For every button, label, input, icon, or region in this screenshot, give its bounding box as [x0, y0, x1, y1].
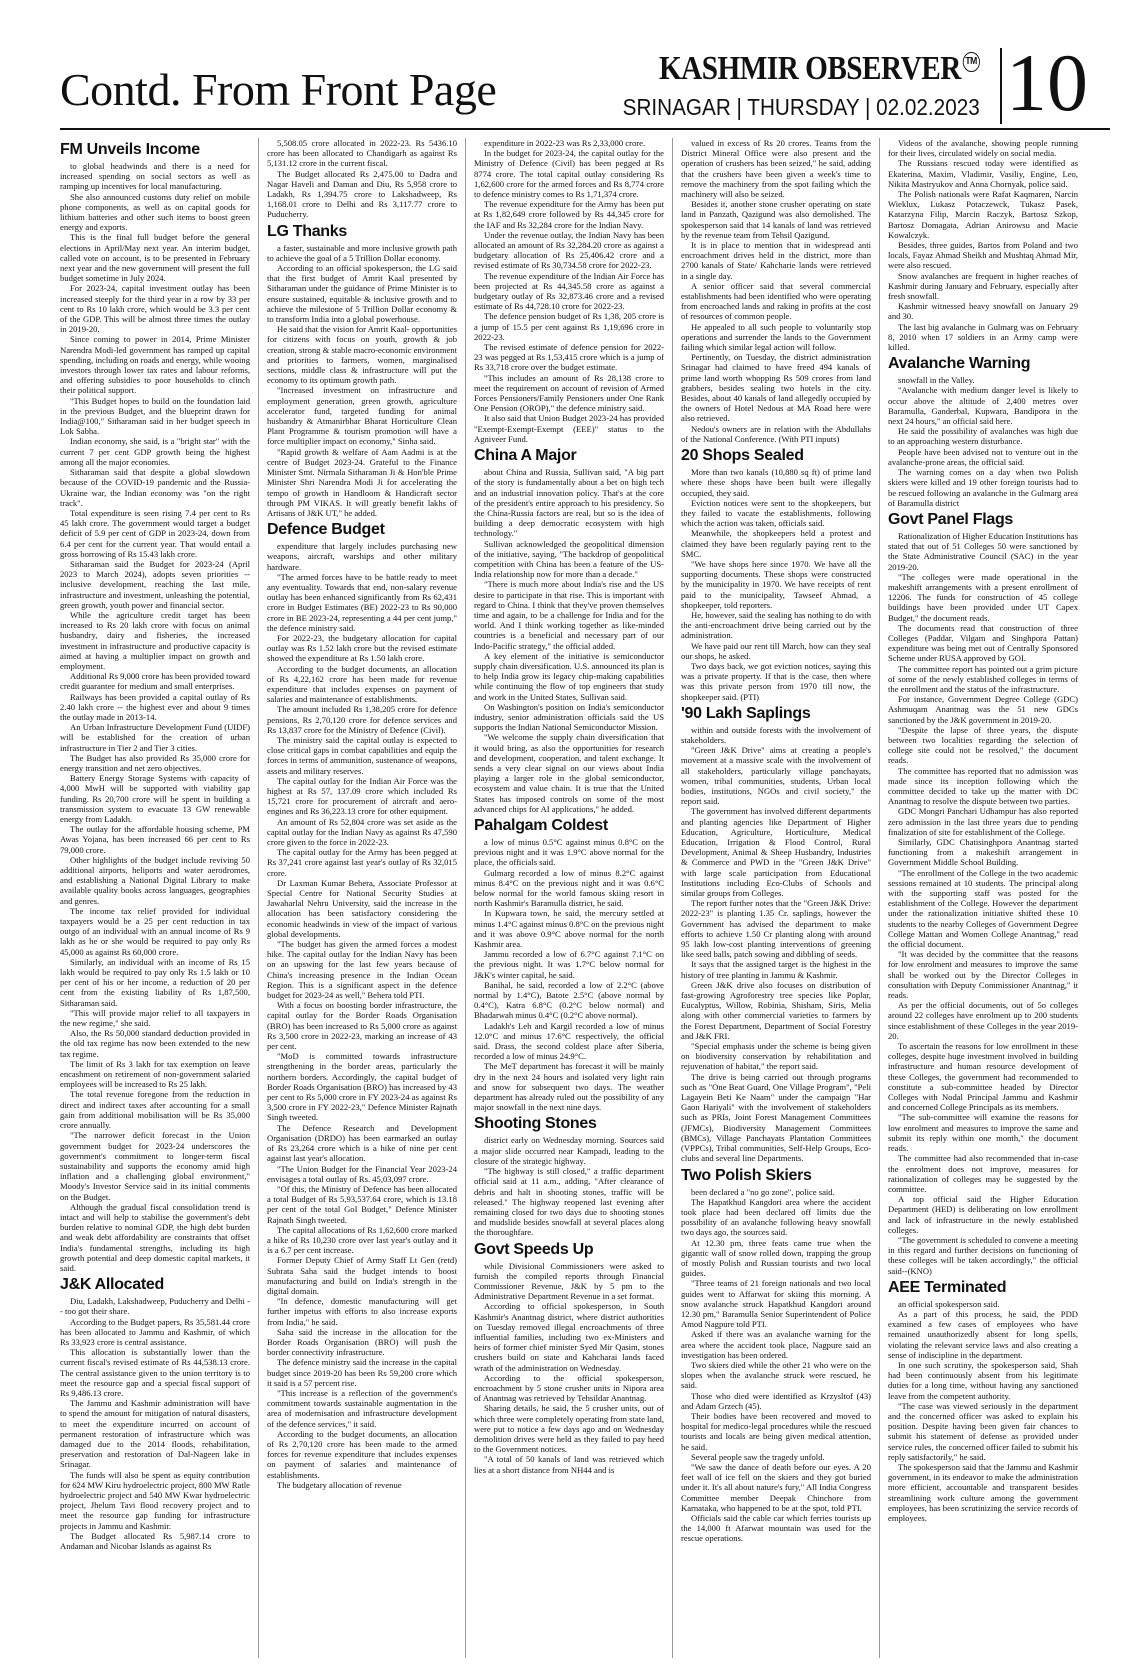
paper-name-text: KASHMIR OBSERVER	[659, 50, 962, 87]
story-paragraph: "Despite the lapse of three years, the dispute between two localities regarding the selection of college site could not be resolved," the document reads.	[888, 724, 1078, 766]
story-paragraph: The outlay for the affordable housing scheme, PM Awas Yojana, has been increased 66 per cent to Rs 79,000 crore.	[60, 824, 250, 855]
story-paragraph: A key element of the initiative is semiconductor supply chain diversification. U.S. announced its plan is to help India grow its legacy chip-making capabilities while continuing the flow of top engineers that study and work in the United States, Sullivan said.	[474, 650, 664, 702]
article-columns	[60, 138, 1110, 1658]
story-headline: FM Unveils Income	[60, 141, 200, 158]
story-paragraph: Besides, three guides, Bartos from Poland and two locals, Fayaz Ahmad Sheikh and Mushtaq Ahmad Mir, were also rescued.	[888, 240, 1078, 271]
story-paragraph: "This increase is a reflection of the government's commitment towards sustainable augmentation in the area of modernisation and infrastructure development of the defence services," it said.	[267, 1387, 457, 1429]
story-paragraph: "The enrollment of the College in the two academic sessions remained at 10 students. The principal along with the supporting staff was posted for the establishment of the College. However the department under the rationalization initiative shifted these 10 students to the nearby Colleges of Government Degree College Mattan and Women College Anantnag," read the official document.	[888, 867, 1078, 950]
paper-name	[639, 52, 980, 86]
story-paragraph: People have been advised not to venture out in the avalanche-prone areas, the official said.	[888, 446, 1078, 467]
story-paragraph: The defence ministry said the increase in the capital budget since 2019-20 has been Rs 59,200 crore which it said is a 57 percent rise.	[267, 1357, 457, 1388]
story-paragraph: She also announced customs duty relief on mobile phone components, as well as on capital goods for lithium batteries and other such items to boost green energy and exports.	[60, 191, 250, 233]
page-number: 10	[1006, 37, 1088, 128]
story-paragraph: The ministry said the capital outlay is expected to close critical gaps in combat capabilities and equip the forces in terms of ammunition, sustenance of weapons, assets and military reserves.	[267, 734, 457, 776]
story-paragraph: "We have shops here since 1970. We have all the supporting documents. These shops were constructed by the municipality in 1970. We have receipts of rent paid to the municipality, Tawseef Ahmad, a shopkeeper, told reporters.	[681, 558, 871, 610]
story-paragraph: According to the official spokesperson, encroachment by 5 stone crusher units in Nipora area of Anantnag was retrieved by Tehsildar Anantnag.	[474, 1372, 664, 1404]
story-paragraph: "This Budget hopes to build on the foundation laid in the previous Budget, and the blueprint drawn for India@100," Sitharaman said in her budget speech in Lok Sabha.	[60, 395, 250, 437]
story-paragraph: The documents read that construction of three Colleges (Paddar, Vilgam and Singhpora Pattan) expenditure was being met out of Centrally Sponsored Scheme under RUSA approved by GOI.	[888, 622, 1078, 664]
story-paragraph: "The colleges were made operational in the makeshift arrangements with a present enrollment of 12206. The funds for construction of 45 college buildings have been provided under UT Capex Budget," the document reads.	[888, 571, 1078, 623]
story-paragraph: The Defence Research and Development Organisation (DRDO) has been earmarked an outlay of Rs 23,264 crore which is a hike of nine per cent against last year's allocation.	[267, 1122, 457, 1164]
story-paragraph: Battery Energy Storage Systems with capacity of 4,000 MwH will be supported with viability gap funding. Rs 20,700 crore will be spent in building a transmission system to evacuate 13 GW renewable energy from Ladakh.	[60, 773, 250, 824]
story-paragraph: Their bodies have been recovered and moved to hospital for medico-legal procedures while the rescued tourists and locals are being given medical attention, he said.	[681, 1410, 871, 1452]
story-paragraph: The income tax relief provided for individual taxpayers would be a 25 per cent reduction in tax outgo of an individual with an annual income of Rs 9 lakh as he or she would be required to pay only Rs 45,000 as against Rs 60,000 crore.	[60, 905, 250, 957]
column-1	[60, 138, 250, 1658]
page-header	[60, 37, 1110, 130]
story-paragraph: He said the possibility of avalanches was high due to an approaching western disturbance.	[888, 426, 1078, 447]
story-paragraph: The Jammu and Kashmir administration will have to spend the amount for mitigation of natural disasters, to meet the expenditure incurred on account of permanent restoration of infrastructure which was damaged due to the 2014 floods, rehabilitation, preservation and restoration of Dal-Nageen lake in Srinagar.	[60, 1398, 250, 1470]
story-paragraph: "Avalanche with medium danger level is likely to occur above the altitude of 2,400 metres over Baramulla, Ganderbal, Kupwara, Bandipora in the next 24 hours," an official said here.	[888, 385, 1078, 427]
story-paragraph: He, however, said the sealing has nothing to do with the anti-encroachment drive being carried out by the administration.	[681, 609, 871, 641]
story-headline: Govt Speeds Up	[474, 1240, 594, 1258]
story-paragraph: Sharing details, he said, the 5 crusher units, out of which three were completely operating from state land, were put to notice a few days ago and on Wednesday demolition drives were held as they failed to pay heed to the Government notices.	[474, 1403, 664, 1455]
column-divider	[879, 138, 880, 1658]
story-paragraph: Sullivan acknowledged the geopolitical dimension of the initiative, saying, "The backdrop of geopolitical competition with China has been a feature of the US-India relationship now for more than a decade."	[474, 538, 664, 580]
column-divider	[672, 138, 673, 1658]
story-paragraph: "Rapid growth & welfare of Aam Aadmi is at the centre of Budget 2023-24. Grateful to the Finance Minister Smt. Nirmala Sitharaman Ji & Hon'ble Prime Minister Shri Narendra Modi Ji for accelerating the tempo of growth in Handloom & Handicraft sector through PM VIKAS. It will greatly benefit lakhs of Artisans of J&K UT," he added.	[267, 446, 457, 518]
story-paragraph: He appealed to all such people to voluntarily stop operations and surrender the lands to the Government failing which similar legal action will follow.	[681, 321, 871, 353]
story-paragraph: Kashmir witnessed heavy snowfall on January 29 and 30.	[888, 301, 1078, 322]
story-paragraph: The committee had also recommended that in-case the enrolment does not improve, measures for rationalization of colleges may be suggested by the committee.	[888, 1153, 1078, 1194]
story-paragraph: "MoD is committed towards infrastructure strengthening in the border areas, particularly the northern borders. Accordingly, the capital budget of Border Roads Organisation (BRO) has increased by 43 per cent to Rs 5,000 crore in FY 2023-24 as against Rs 3,500 crore in FY 2022-23," Defence Minister Rajnath Singh tweeted.	[267, 1051, 457, 1123]
story-paragraph: an official spokesperson said.	[898, 1298, 1000, 1309]
story-paragraph: For 2023-24, capital investment outlay has been increased steeply for the third year in a row by 33 per cent to Rs 10 lakh crore, which would be 3.3 per cent of the GDP. This will be almost three times the outlay in 2019-20.	[60, 283, 250, 335]
story-paragraph: A top official said the Higher Education Department (HED) is deliberating on low enrollment and lack of infrastructure in the newly established colleges.	[888, 1194, 1078, 1235]
story-paragraph: Also, the Rs 50,000 standard deduction provided in the old tax regime has now been extended to the new tax regime.	[60, 1028, 250, 1059]
story-paragraph: The total revenue foregone from the reduction in direct and indirect taxes after accounting for a small gain from additional mobilisation will be Rs 35,000 crore annually.	[60, 1089, 250, 1131]
story-paragraph: Besides it, another stone crusher operating on state land in Panzath, Qazigund was also demolished. The spokesperson said that 14 kanals of land was retrieved by the revenue team from Tehsil Qazigund.	[681, 199, 871, 240]
story-paragraph: Two skiers died while the other 21 who were on the slopes when the avalanche struck were rescued, he said.	[681, 1359, 871, 1391]
story-paragraph: Jammu recorded a low of 6.7°C against 7.1°C on the previous night. It was 1.7°C below normal for J&K's winter capital, he said.	[474, 949, 664, 980]
story-paragraph: "Special emphasis under the scheme is being given on biodiversity conservation by rehabilitation and rejuvenation of habitat," the report said.	[681, 1041, 871, 1072]
story-paragraph: Snow avalanches are frequent in higher reaches of Kashmir during January and February, especially after fresh snowfall.	[888, 270, 1078, 302]
story-paragraph: This allocation is substantially lower than the current fiscal's revised estimate of Rs 44,538.13 crore. The central assistance given to the union territory is to meet the resource gap and a special fiscal support of Rs 9,486.13 crore.	[60, 1347, 250, 1398]
story-paragraph: "Of this, the Ministry of Defence has been allocated a total Budget of Rs 5,93,537.64 crore, which is 13.18 per cent of the total GoI Budget," Defence Minister Rajnath Singh tweeted.	[267, 1183, 457, 1225]
story-paragraph: Ladakh's Leh and Kargil recorded a low of minus 12.0°C and minus 17.6°C respectively, the official said. Drass, the second coldest place after Siberia, recorded a low of minus 24.9°C.	[474, 1020, 664, 1062]
story-paragraph: Sitharaman said the Budget for 2023-24 (April 2023 to March 2024), adopts seven priorities -- inclusive development, reaching the last mile, infrastructure and investment, unleashing the potential, green growth, youth power and financial sector.	[60, 558, 250, 610]
story-paragraph: "It was decided by the committee that the reasons for low enrolment and measures to improve the same shall be worked out by the Director Colleges in consultation with Deputy Commissioner Anantnag," it reads.	[888, 949, 1078, 1001]
story-paragraph: "We welcome the supply chain diversification that it would bring, as also the opportunities for research and development, cooperation, and talent exchange. It sends a very clear signal on our views about India playing a larger role in the global semiconductor, ecosystem and value chain. It is true that the United States has imposed controls on some of the most advanced chips for AI applications," he added.	[474, 732, 664, 814]
story-paragraph: Additional Rs 9,000 crore has been provided toward credit guarantee for medium and small enterprises.	[60, 671, 250, 692]
story-paragraph: "A total of 50 kanals of land was retrieved which lies at a short distance from NH44 and is	[474, 1454, 664, 1475]
story-paragraph: "This includes an amount of Rs 28,138 crore to meet the requirement on account of revision of Armed Forces Pensioners/Family Pensioners under One Rank One Pension (OROP)," the defence ministry said.	[474, 372, 664, 414]
story-paragraph: "The armed forces have to be battle ready to meet any eventuality. Towards that end, non-salary revenue outlay has been enhanced significantly from Rs 62,431 crore in Budget Estimates (BE) 2022-23 to Rs 90,000 crore in BE 2023-24, representing a 44 per cent jump," the defence ministry said.	[267, 571, 457, 633]
story-paragraph: According to the budget documents, an allocation of Rs 4,22,162 crore has been made for revenue expenditure that includes expenses on payment of salaries and maintenance of establishments.	[267, 663, 457, 705]
story-paragraph: Pertinently, on Tuesday, the district administration Srinagar had claimed to have freed 494 kanals of prime land worth whopping Rs 509 crores from land grabbers, besides sealing two hotels in the city. Besides, about 40 kanals of land allegedly occupied by the owners of Hotel Nedous at MA Road here were also retrieved.	[681, 352, 871, 424]
story-paragraph: Saha said the increase in the allocation for the Border Roads Organisation (BRO) will push the border connectivity infrastructure.	[267, 1326, 457, 1358]
story-paragraph: The Russians rescued today were identified as Ekaterina, Maxim, Vladimir, Vasiliy, Engine, Leo, Nikita Mastryukov and Anna Chornyak, police said.	[888, 158, 1078, 189]
story-paragraph: The revised estimate of defence pension for 2022-23 was pegged at Rs 1,53,415 crore which is a jump of Rs 33,718 crore over the budget estimate.	[474, 342, 664, 373]
story-paragraph: An Urban Infrastructure Development Fund (UIDF) will be established for the creation of urban infrastructure in Tier 2 and Tier 3 cities.	[60, 722, 250, 753]
story-paragraph: "In defence, domestic manufacturing will get further impetus with efforts to also increase exports from India," he said.	[267, 1296, 457, 1327]
story-headline: China A Major	[474, 447, 577, 465]
story-paragraph: "The highway is still closed," a traffic department official said at 11 a.m., adding, "After clearance of debris and halt in shooting stones, traffic will be released." The highway reopened last evening after remaining closed for two days due to shooting stones and mudslide besides snowfall at several places along the thoroughfare.	[474, 1166, 664, 1238]
story-paragraph: about China and Russia, Sullivan said, "A big part of the story is fundamentally about a bet on high tech and an industrial innovation policy. That's at the core of the president's entire approach to his presidency. So the China-Russia factors are real, but so is the idea of building a deep democratic ecosystem with high technology."	[474, 467, 664, 539]
story-paragraph: The report further notes that the "Green J&K Drive: 2022-23" is planting 1.35 Cr. saplings, however the Government has advised the department to make efforts to achieve 1.50 Cr planting along with around 95 lakh low-cost planting interventions of greening like seed balls, patch sowing and dibbling of seeds.	[681, 898, 871, 960]
story-paragraph: Diu, Ladakh, Lakshadweep, Puducherry and Delhi -- too got their share.	[60, 1296, 250, 1317]
story-paragraph: More than two kanals (10,880 sq ft) of prime land where these shops have been built were illegally occupied, they said.	[681, 467, 871, 498]
story-paragraph: The Budget has also provided Rs 35,000 crore for energy transition and net zero objectives.	[60, 752, 250, 773]
story-paragraph: "The case was viewed seriously in the department and the concerned officer was asked to explain his position. Despite having been given fair chances to submit his statement of defense as provided under service rules, the concerned officer failed to submit his reply satisfactorily," he said.	[888, 1400, 1078, 1462]
story-paragraph: The amount included Rs 1,38,205 crore for defence pensions, Rs 2,70,120 crore for defence services and Rs 13,837 crore for the Ministry of Defence (Civil).	[267, 704, 457, 735]
story-paragraph: The warning comes on a day when two Polish skiers were killed and 19 other foreign tourists had to be rescued following an avalanche in the Gulmarg area of Baramulla district	[888, 467, 1078, 508]
story-paragraph: "The budget has given the armed forces a modest hike. The capital outlay for the Indian Navy has been on an upswing for the last few years because of China's increasing presence in the Indian Ocean Region. This is a significant aspect in the defence budget for 2023-24 as well," Behera told PTI.	[267, 939, 457, 1001]
story-paragraph: For 2022-23, the budgetary allocation for capital outlay was Rs 1.52 lakh crore but the revised estimate showed the expenditure at Rs 1.50 lakh crore.	[267, 632, 457, 664]
story-paragraph: been declared a "no go zone", police said.	[691, 1186, 835, 1197]
story-paragraph: Asked if there was an avalanche warning for the area where the accident took place, Nagpure said an investigation has been ordered.	[681, 1329, 871, 1360]
story-paragraph: According to official spokesperson, in South Kashmir's Anantnag district, where district authorities on Tuesday removed illegal encroachments of three influential families, including two ex-Ministers and heirs of former chief minister Syed Mir Qasim, stones crushers build on state and Kahcharai lands faced wrath of the administration on Wednesday.	[474, 1301, 664, 1373]
story-paragraph: expenditure in 2022-23 was Rs 2,33,000 crore.	[484, 138, 646, 148]
story-headline: Shooting Stones	[474, 1115, 597, 1133]
story-paragraph: "Green J&K Drive" aims at creating a people's movement at a massive scale with the involvement of all stakeholders, particularly village panchayats, women, tribal communities, students, Urban local bodies, institutions, NGOs and civil society," the report said.	[681, 745, 871, 807]
story-paragraph: With a focus on boosting border infrastructure, the capital outlay for the Border Roads Organisation (BRO) has been increased to Rs 5,000 crore as against Rs 3,500 crore in 2022-23, marking an increase of 43 per cent.	[267, 1000, 457, 1052]
story-paragraph: Those who died were identified as Krzysltof (43) and Adam Grzech (45).	[681, 1390, 871, 1411]
story-paragraph: The last big avalanche in Gulmarg was on February 8, 2010 when 17 soldiers in an Army camp were killed.	[888, 321, 1078, 353]
story-paragraph: Other highlights of the budget include reviving 50 additional airports, heliports and water aerodromes, and establishing a National Digital Library to make available quality books across languages, geographies and genres.	[60, 854, 250, 906]
story-paragraph: Banihal, he said, recorded a low of 2.2°C (above normal by 1.4°C), Batote 2.5°C (above normal by 0.4°C), Katra 6.8°C (0.2°C below normal) and Bhadarwah minus 0.4°C (0.2°C above normal).	[474, 979, 664, 1021]
story-paragraph: In one such scrutiny, the spokesperson said, Shah had been continuously absent from his legitimate duties for a long time, without having any sanctioned leave from the competent authority.	[888, 1359, 1078, 1401]
column-2	[267, 138, 457, 1658]
story-paragraph: valued in excess of Rs 20 crores. Teams from the District Mineral Office were also present and the operation of crushers has been seized," he said, adding that the crushers have been given a week's time to remove the machinery from the spot failing which the machinery will also be seized.	[681, 138, 871, 200]
story-paragraph: within and outside forests with the involvement of stakeholders.	[681, 724, 871, 745]
story-paragraph: "Increased investment on infrastructure and employment generation, green growth, agriculture accelerator fund, targeted funding for animal husbandry & Atmanirbhar Bharat Horticulture Clean Plant Programme & tourism promotion will have a force multiplier impact on economy," Sinha said.	[267, 385, 457, 447]
story-paragraph: Total expenditure is seen rising 7.4 per cent to Rs 45 lakh crore. The government would target a budget deficit of 5.9 per cent of GDP in 2023-24, down from 6.4 per cent for the current year. That would entail a gross borrowing of Rs 15.43 lakh crore.	[60, 507, 250, 559]
story-paragraph: "The Union Budget for the Financial Year 2023-24 envisages a total outlay of Rs. 45,03,097 crore.	[267, 1163, 457, 1184]
story-paragraph: Videos of the avalanche, showing people running for their lives, circulated widely on social media.	[888, 138, 1078, 159]
story-paragraph: expenditure that largely includes purchasing new weapons, aircraft, warships and other military hardware.	[267, 541, 457, 572]
story-paragraph: It is in place to mention that in widespread anti encroachment drives held in the district, more than 2700 kanals of State/ Kahcharie lands were retrieved in a single day.	[681, 240, 871, 281]
story-paragraph: Although the gradual fiscal consolidation trend is intact and will help to stabilise the government's debt burden relative to nominal GDP, the high debt burden and weak debt affordability are constraints that offset India's fundamental strengths, including its high growth potential and deep domestic capital markets, it said.	[60, 1201, 250, 1273]
story-paragraph: It also said that Union Budget 2023-24 has provided "Exempt-Exempt-Exempt (EEE)" status to the Agniveer Fund.	[474, 413, 664, 444]
story-paragraph: to global headwinds and there is a need for increased spending on social sectors as well as ramping up incentives for local manufacturing.	[60, 161, 250, 192]
story-paragraph: Nedou's owners are in relation with the Abdullahs of the National Conference. (With PTI inputs)	[681, 423, 871, 444]
story-paragraph: In Kupwara town, he said, the mercury settled at minus 1.4°C against minus 0.8°C on the previous night and it was above 0.9°C above normal for the north Kashmir area.	[474, 908, 664, 950]
story-paragraph: Railways has been provided a capital outlay of Rs 2.40 lakh crore -- the highest ever and about 9 times the outlay made in 2013-14.	[60, 691, 250, 722]
story-paragraph: Several people saw the tragedy unfold.	[691, 1451, 825, 1462]
section-title: Contd. From Front Page	[60, 64, 497, 115]
story-paragraph: The government has involved different departments and planting agencies like Department of Higher Education, Agriculture, Horticulture, Medical Education, Irrigation & Flood Control, Rural Development, Animal & Sheep Husbandry, Industries & Commerce and PWD in the "Green J&K Drive" with large scale participation from Educational Institutions including Eco-Clubs of Schools and similar groups from Colleges.	[681, 806, 871, 899]
story-paragraph: The defence pension budget of Rs 1,38, 205 crore is a jump of 15.5 per cent against Rs 1,19,696 crore in 2022-23.	[474, 311, 664, 342]
story-paragraph: The revenue expenditure of the Indian Air Force has been projected at Rs 44,345.58 crore as against a budgetary outlay of Rs 32,873.46 crore and a revised estimate of Rs 44,728.10 crore for 2022-23.	[474, 270, 664, 312]
header-divider	[1000, 48, 1002, 124]
story-paragraph: "Three teams of 21 foreign nationals and two local guides went to Affarwat for skiing this morning. A snow avalanche struck Hapatkhud Kangdori around 12.30 pm," Baramulla Senior Superintendent of Police Amod Nagpure told PTI.	[681, 1278, 871, 1330]
story-paragraph: Former Deputy Chief of Army Staff Lt Gen (retd) Subrata Saha said the budget intends to boost manufacturing and build on India's strength in the digital domain.	[267, 1255, 457, 1296]
story-headline: AEE Terminated	[888, 1278, 1007, 1296]
story-paragraph: The committee report has pointed out a grim picture of some of the newly established colleges in terms of the enrollment and the status of the infrastructure.	[888, 663, 1078, 694]
story-paragraph: An amount of Rs 52,804 crore was set aside as the capital outlay for the Indian Navy as against Rs 47,590 crore given to the force in 2022-23.	[267, 816, 457, 847]
story-paragraph: The capital allocations of Rs 1,62,600 crore marked a hike of Rs 10,230 crore over last year's outlay and it is a 6.7 per cent increase.	[267, 1224, 457, 1256]
story-paragraph: A senior officer said that several commercial establishments had been identified who were operating from encroached lands and raking in profits at the cost of resources of common people.	[681, 280, 871, 322]
story-paragraph: To ascertain the reasons for low enrollment in these colleges, despite huge investment involved in building infrastructure and human resource development of these Colleges, the government had recommended to constitute a sub-committee headed by Director Colleges with Nodal Principal Jammu and Kashmir and concerned College Principals as its members.	[888, 1041, 1078, 1113]
story-paragraph: As per the official documents, out of 5o colleges around 22 colleges have enrolment up to 200 students since establishment of these Colleges in the year 2019-20.	[888, 1000, 1078, 1041]
story-paragraph: The revenue expenditure for the Army has been put at Rs 1,82,649 crore followed by Rs 44,345 crore for the IAF and Rs 32,284 crore for the Indian Navy.	[474, 199, 664, 230]
story-paragraph: Similarly, an individual with an income of Rs 15 lakh would be required to pay only Rs 1.5 lakh or 10 per cent of his or her income, a reduction of 20 per cent from the existing liability of Rs 1,87,500, Sitharaman said.	[60, 956, 250, 1008]
story-paragraph: Dr Laxman Kumar Behera, Associate Professor at Special Centre for National Security Studies at Jawaharlal Nehru University, said the increase in the allocation has been satisfactory considering the economic headwinds in view of the impact of various global developments.	[267, 877, 457, 939]
story-paragraph: a low of minus 0.5°C against minus 0.8°C on the previous night and it was 1.9°C above normal for the place, the officials said.	[474, 837, 664, 868]
story-headline: J&K Allocated	[60, 1276, 164, 1294]
story-headline: Defence Budget	[267, 521, 385, 539]
story-paragraph: According to the Budget papers, Rs 35,581.44 crore has been allocated to Jammu and Kashmir, of which Rs 33,923 crore is central assistance.	[60, 1316, 250, 1347]
story-paragraph: The MeT department has forecast it will be mainly dry in the next 24 hours and isolated very light rain and snow for subsequent two days. The weather department has already ruled out the possibility of any major snowfall in the next nine days.	[474, 1061, 664, 1113]
story-paragraph: Officials said the cable car which ferries tourists up the 14,000 ft Afarwat mountain was used for the rescue operations.	[681, 1513, 871, 1544]
column-3	[474, 138, 664, 1658]
story-paragraph: Gulmarg recorded a low of minus 8.2°C against minus 8.4°C on the previous night and it was 0.6°C below normal for the world famous skiing resort in north Kashmir's Baramulla district, he said.	[474, 867, 664, 909]
story-headline: Two Polish Skiers	[681, 1166, 812, 1184]
story-paragraph: The limit of Rs 3 lakh for tax exemption on leave encashment on retirement of non-government salaried employees will be increased to Rs 25 lakh.	[60, 1058, 250, 1090]
story-headline: LG Thanks	[267, 222, 347, 240]
story-paragraph: Sitharaman said that despite a global slowdown because of the COVID-19 pandemic and the Russia-Ukraine war, the Indian economy was "on the right track".	[60, 467, 250, 508]
story-headline: 20 Shops Sealed	[681, 447, 804, 465]
story-headline: Avalanche Warning	[888, 355, 1031, 373]
story-paragraph: It says that the assigned target is the highest in the history of tree planting in Jammu & Kashmir.	[681, 959, 871, 980]
story-paragraph: snowfall in the Valley.	[898, 375, 975, 386]
story-paragraph: Two days back, we got eviction notices, saying this was a private property. If that is the case, then where was this private person from 1970 till now, the shopkeeper said. (PTI)	[681, 660, 871, 702]
story-paragraph: Green J&K drive also focuses on distribution of fast-growing Agroforestry tree species like Poplar, Eucalyptus, Willow, Robinia, Shisham, Siris, Melia along with other commercial varieties to farmers by the Forest Department, Department of Social Forestry and J&K FRI.	[681, 979, 871, 1041]
column-4	[681, 138, 871, 1658]
story-paragraph: The Hapatkhud Kangdori area where the accident took place had been declared off limits due the possibility of an avalanche following heavy snowfall two days ago, the sources said.	[681, 1196, 871, 1238]
story-paragraph: "The sub-committee will examine the reasons for low enrolment and measures to improve the same and submit its reply within one month," the document reads.	[888, 1112, 1078, 1154]
story-paragraph: The Budget allocated Rs 5,987.14 crore to Andaman and Nicobar Islands as against Rs	[60, 1530, 250, 1552]
story-paragraph: Under the revenue outlay, the Indian Navy has been allocated an amount of Rs 32,284.20 crore as against a budgetary allocation of Rs 25,406.42 crore and a revised estimate of Rs 30,734.58 crore for 2022-23.	[474, 229, 664, 271]
story-paragraph: The Budget allocated Rs 2,475.00 to Dadra and Nagar Haveli and Daman and Diu, Rs 5,958 crore to Ladakh, Rs 1,394.75 crore to Lakshadweep, Rs 1,168.01 crore to Delhi and Rs 3,117.77 crore to Puducherry.	[267, 168, 457, 220]
column-divider	[258, 138, 259, 1658]
story-paragraph: For instance, Government Degree College (GDC) Ashmuqam Anantnag was the 51 new GDCs sanctioned by the J&K government in 2019-20.	[888, 694, 1078, 725]
story-headline: '90 Lakh Saplings	[681, 704, 811, 722]
story-paragraph: In the budget for 2023-24, the capital outlay for the Ministry of Defence (Civil) has been pegged at Rs 8774 crore. The total capital outlay considering Rs 1,62,600 crore for the armed forces and Rs 8,774 crore to defence ministry comes to Rs 1,71,374 crore.	[474, 148, 664, 200]
story-paragraph: He said that the vision for Amrit Kaal- opportunities for citizens with focus on youth, growth & job creation, strong & stable macro-economic environment and priorities to farmers, women, marginalised sections, middle class & infrastructure will put the economy to its optimum growth path.	[267, 324, 457, 386]
story-paragraph: Indian economy, she said, is a "bright star" with the current 7 per cent GDP growth being the highest among all the major economies.	[60, 436, 250, 467]
story-paragraph: "The narrower deficit forecast in the Union government budget for 2023-24 underscores the government's commitment to longer-term fiscal sustainability and supports the economy amid high inflation and a challenging global environment," Moody's Investor Service said in its initial comments on the Budget.	[60, 1130, 250, 1202]
story-paragraph: Meanwhile, the shopkeepers held a protest and claimed they have been regularly paying rent to the SMC.	[681, 528, 871, 559]
story-paragraph: a faster, sustainable and more inclusive growth path to achieve the goal of a 5 Trillion Dollar economy.	[267, 242, 457, 263]
story-paragraph: while Divisional Commissioners were asked to furnish the compiled reports through Financial Commissioner Revenue, J&K by 5 pm to the Administrative Department Revenue in a set format.	[474, 1260, 664, 1302]
dateline: SRINAGAR | THURSDAY | 02.02.2023	[622, 94, 980, 120]
story-paragraph: district early on Wednesday morning. Sources said a major slide occurred near Kampadi, leading to the closure of the strategic highway.	[474, 1135, 664, 1166]
story-paragraph: GDC Mongri Panchari Udhampur has also reported zero admission in the last three years due to pending finalization of site for establishment of the College.	[888, 806, 1078, 837]
story-paragraph: Similarly, GDC Chatisinghpora Anantnag started functioning from a makeshift arrangement in Government Middle School Building.	[888, 837, 1078, 868]
story-paragraph: Since coming to power in 2014, Prime Minister Narendra Modi-led government has ramped up capital spending, including on roads and energy, while wooing investors through lower tax rates and labour reforms, and offering subsidies to poor households to clinch their political support.	[60, 334, 250, 396]
trademark-icon: TM	[963, 52, 980, 72]
story-headline: Pahalgam Coldest	[474, 817, 608, 834]
story-paragraph: The Polish nationals were Rafat Kaqmaren, Narcin Wieklux, Lukasz Potaczewck, Tukasz Pasek, Katarzyna Filip, Marcin Raczyk, Bartosz Szkop, Bartosz Domagata, Adrian Anirowsu and Macie Kowalczyk.	[888, 189, 1078, 240]
column-5	[888, 138, 1078, 1658]
story-paragraph: The committee has reported that no admission was made since its inception following which the committee decided to take up the matter with DC Anantnag to resolve the dispute between two parties.	[888, 765, 1078, 807]
story-paragraph: At 12.30 pm, three feats came true when the gigantic wall of snow rolled down, trapping the group of mostly Polish and Russian tourists and two local guides.	[681, 1237, 871, 1279]
story-paragraph: This is the final full budget before the general elections in April/May next year. An interim budget, called vote on account, is to be presented in February next year and the new government will present the full budget sometime in July 2024.	[60, 232, 250, 284]
story-paragraph: According to an official spokesperson, the LG said that the first budget of Amrit Kaal presented by Sitharaman under the guidance of Prime Minister is to ensure sustained, equitable & inclusive growth and to achieve the milestone of 5 Trillion Dollar economy & to transform India into a global powerhouse.	[267, 263, 457, 325]
story-paragraph: "This will provide major relief to all taxpayers in the new regime," she said.	[60, 1007, 250, 1029]
story-paragraph: On Washington's position on India's semiconductor industry, senior administration officials said the US supports the Indian National Semiconductor Mission.	[474, 701, 664, 733]
story-paragraph: The budgetary allocation of revenue	[277, 1479, 402, 1490]
story-paragraph: Eviction notices were sent to the shopkeepers, but they failed to vacate the establishments, following which the action was taken, officials said.	[681, 497, 871, 529]
story-headline: Govt Panel Flags	[888, 510, 1014, 528]
story-paragraph: The spokesperson said that the Jammu and Kashmir government, in its endeavor to make the administration more efficient, accountable and transparent besides streamlining work culture among the government employees, has been scrutinizing the service records of employees.	[888, 1461, 1078, 1523]
story-paragraph: "The government is scheduled to convene a meeting in this regard and further decisions on functioning of these colleges will be taken accordingly," the official said--(KNO)	[888, 1234, 1078, 1276]
story-paragraph: The funds will also be spent as equity contribution for 624 MW Kiru hydroelectric project, 800 MW Ratle hydroelectric project and 540 MW Kwar hydroelectric project, Jhelum Tavi flood recovery project and to meet the resource gap funding for infrastructure projects in Jammu and Kashmir.	[60, 1469, 250, 1531]
story-paragraph: We have paid our rent till March, how can they seal our shops, he asked.	[681, 640, 871, 661]
masthead	[583, 52, 980, 122]
story-paragraph: "There is much more about India's rise and the US desire to participate in that rise. This is important with regard to China. I think that they've proven themselves time and again, to be a challenge for India and for the world. And I think working together as like-minded countries is a beneficial and necessary part of our Indo-Pacific strategy," the official added.	[474, 579, 664, 651]
story-paragraph: 5,508.05 crore allocated in 2022-23. Rs 5436.10 crore has been allocated to Chandigarh as against Rs 5,131.12 crore in the current fiscal.	[267, 138, 457, 169]
story-paragraph: The capital outlay for the Indian Air Force was the highest at Rs 57, 137.09 crore which included Rs 15,721 crore for procurement of aircraft and aero-engines and Rs 36,223.13 crore for other equipment.	[267, 775, 457, 817]
story-paragraph: While the agriculture credit target has been increased to Rs 20 lakh crore with focus on animal husbandry, dairy and fisheries, the increased investment in infrastructure and productive capacity is aimed at having a multiplier impact on growth and employment.	[60, 609, 250, 671]
story-paragraph: "We saw the dance of death before our eyes. A 20 feet wall of ice fell on the skiers and they got buried under it. It's all about nature's fury," All India Congress Committee member Deepak Chinchore from Karnataka, who happened to be at the spot, told PTI.	[681, 1461, 871, 1513]
column-divider	[465, 138, 466, 1658]
story-paragraph: According to the budget documents, an allocation of Rs 2,70,120 crore has been made to the armed forces for revenue expenditure that includes expenses on payment of salaries and maintenance of establishments.	[267, 1428, 457, 1480]
story-paragraph: Rationalization of Higher Education Institutions has stated that out of 51 Colleges 50 were sanctioned by the State Administrative Council (SAC) in the year 2019-20.	[888, 530, 1078, 572]
story-paragraph: The drive is being carried out through programs such as "One Beat Guard, One Village Program", "Peli Lagayein Beti Ke Naam" under the campaign "Har Gaon Hariyali" with the involvement of stakeholders such as PRIs, Joint Forest Management Committees (JFMCs), Biodiversity Management Committees (BMCs), Village Panchayats Plantation Committees (VPPCs), Tribal communities, Self-Help Groups, Eco-clubs and several line Departments.	[681, 1071, 871, 1164]
story-paragraph: The capital outlay for the Army has been pegged at Rs 37,241 crore against last year's outlay of Rs 32,015 crore.	[267, 847, 457, 878]
story-paragraph: As a part of this process, he said, the PDD examined a few cases of employees who have remained unauthorizedly absent for long spells, violating the relevant service laws and also creating a sense of indiscipline in the department.	[888, 1308, 1078, 1360]
